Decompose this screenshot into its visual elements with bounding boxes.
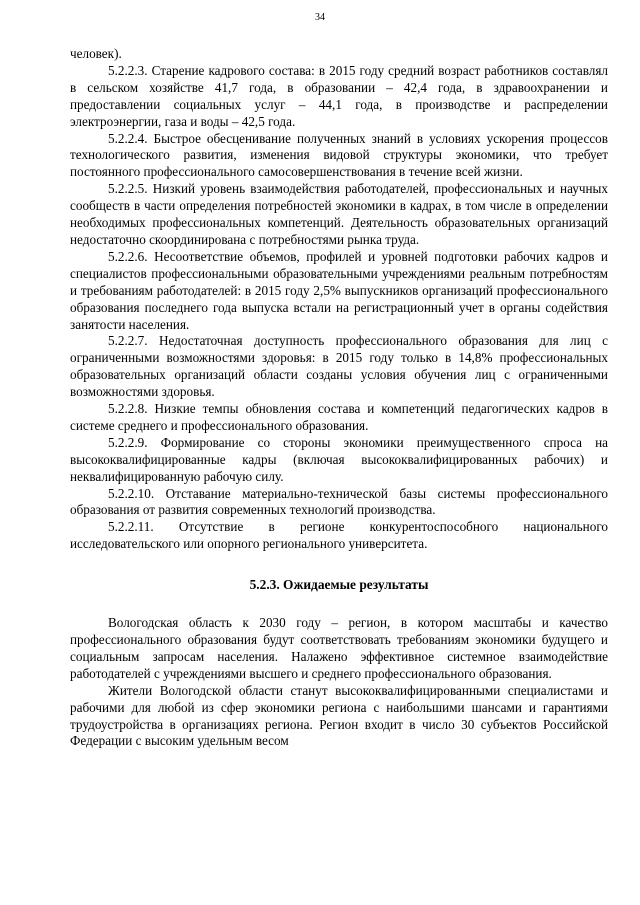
section-heading: 5.2.3. Ожидаемые результаты — [249, 577, 429, 593]
paragraph-5-2-2-9: 5.2.2.9. Формирование со стороны экономики преимущественного спроса на высококвалифицированные кадры (включая высококвалифицированных рабочих) и неквалифицированную рабочую силу. — [70, 434, 608, 484]
document-body — [70, 46, 608, 750]
paragraph-5-2-2-7: 5.2.2.7. Недостаточная доступность профессионального образования для лиц с ограниченными возможностями здоровья: в 2015 году только в 14,8% профессиональных образовательных организаций области созданы условия обучения лиц с ограниченными возможностями здоровья. — [70, 333, 608, 400]
results-paragraph-1: Вологодская область к 2030 году – регион, в котором масштабы и качество профессионального образования будут соответствовать требованиям экономики будущего и социальным запросам населения. Налажено эффективное системное взаимодействие работодателей с учреждениями высшего и среднего профессионального образования. — [70, 615, 608, 681]
paragraph-5-2-2-6: 5.2.2.6. Несоответствие объемов, профилей и уровней подготовки рабочих кадров и специалистов профессиональными образовательными учреждениями реальным потребностям и требованиям работодателей: в 2015 году 2,5% выпускников организаций профессионального образования последнего года выпуска встали на регистрационный учет в органы содействия занятости населения. — [70, 248, 608, 332]
paragraph-5-2-2-4: 5.2.2.4. Быстрое обесценивание полученных знаний в условиях ускорения процессов технологического развития, изменения видовой структуры экономики, что требует постоянного профессионального самосовершенствования в течение всей жизни. — [70, 130, 608, 180]
page-number: 34 — [315, 12, 325, 23]
paragraph-continuation: человек). — [70, 46, 122, 61]
paragraph-5-2-2-11: 5.2.2.11. Отсутствие в регионе конкурентоспособного национального исследовательского или опорного регионального университета. — [70, 519, 608, 552]
paragraph-5-2-2-3: 5.2.2.3. Старение кадрового состава: в 2015 году средний возраст работников составлял в сельском хозяйстве 41,7 года, в образовании – 42,4 года, в здравоохранении и предоставлении социальных услуг – 44,1 года, в производстве и распределении электроэнергии, газа и воды – 42,5 года. — [70, 62, 608, 129]
paragraph-5-2-2-8: 5.2.2.8. Низкие темпы обновления состава и компетенций педагогических кадров в системе среднего и профессионального образования. — [70, 401, 608, 433]
results-paragraph-2: Жители Вологодской области станут высококвалифицированными специалистами и рабочими для любой из сфер экономики региона с наибольшими шансами и гарантиями трудоустройства в организациях региона. Регион входит в число 30 субъектов Российской Федерации с высоким удельным весом — [70, 682, 608, 749]
paragraph-5-2-2-10: 5.2.2.10. Отставание материально-технической базы системы профессионального образования от развития современных технологий производства. — [70, 485, 608, 518]
paragraph-5-2-2-5: 5.2.2.5. Низкий уровень взаимодействия работодателей, профессиональных и научных сообществ в части определения потребностей экономики в кадрах, в том числе в определении необходимых профессиональных компетенций. Деятельность образовательных организаций недостаточно скоординирована с потребностями рынка труда. — [70, 181, 608, 247]
